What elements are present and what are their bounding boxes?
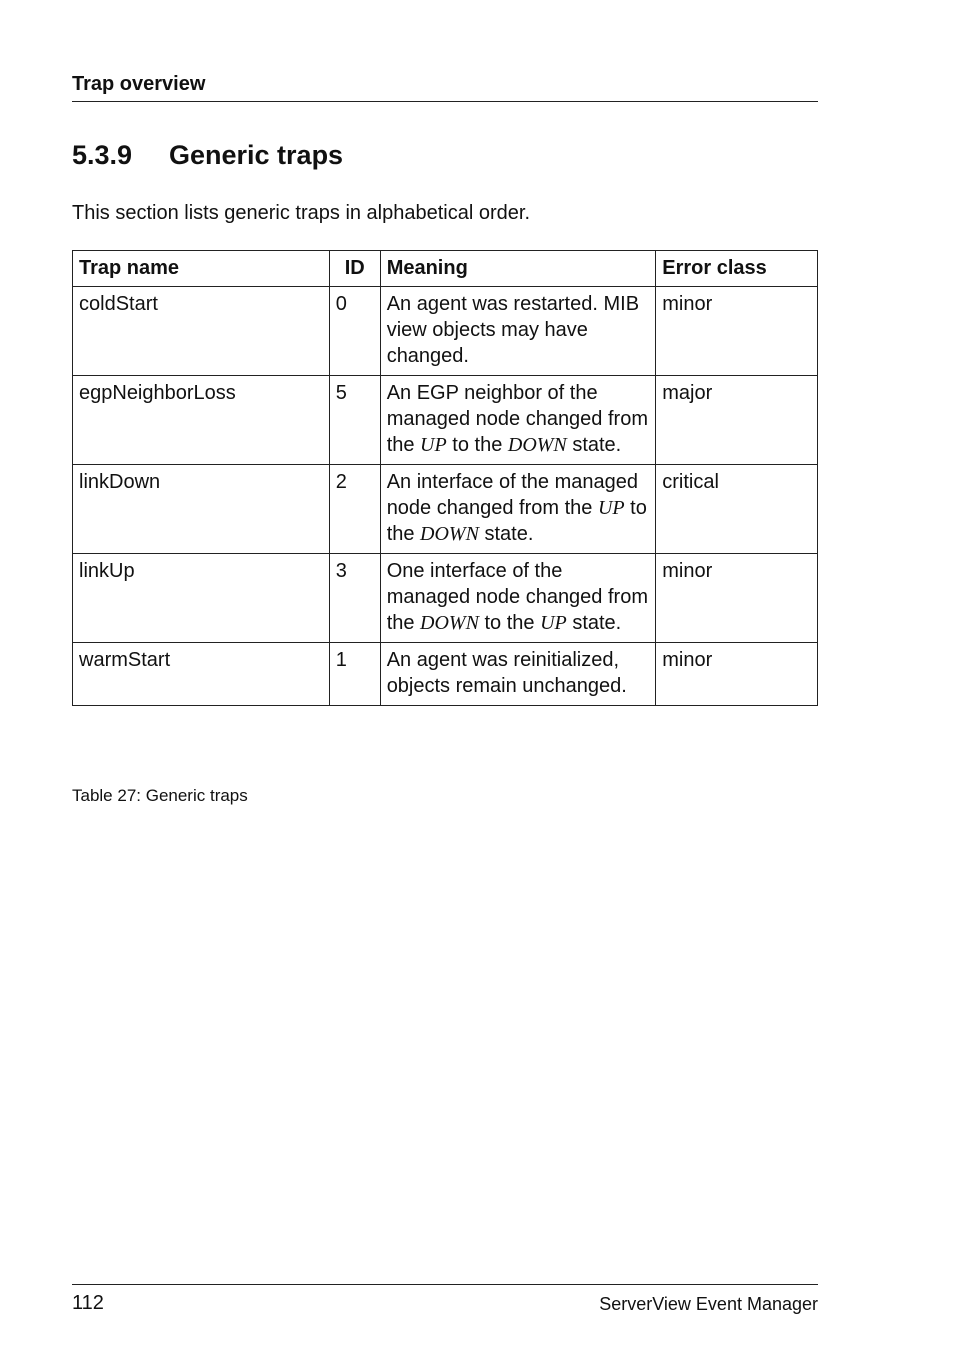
cell-id: 5 xyxy=(329,376,380,465)
meaning-text: One interface of the managed node changed from the xyxy=(386,560,648,634)
table-row xyxy=(73,287,818,376)
meaning-text: state. xyxy=(478,523,534,545)
header-id: ID xyxy=(329,251,380,287)
meaning-text: An agent was reinitialized, objects remain unchanged. xyxy=(386,649,627,697)
cell-trap-name: egpNeighborLoss xyxy=(73,376,330,465)
state-keyword: DOWN xyxy=(420,612,479,634)
cell-error-class: minor xyxy=(656,287,818,376)
section-heading xyxy=(72,138,343,172)
table-row xyxy=(73,554,818,643)
state-keyword: UP xyxy=(540,612,567,634)
cell-id: 0 xyxy=(329,287,380,376)
cell-id: 1 xyxy=(329,643,380,706)
running-header xyxy=(72,72,818,102)
meaning-text: An interface of the managed node changed from the xyxy=(386,471,638,519)
meaning-text: An EGP neighbor of the managed node changed from the xyxy=(386,382,648,456)
intro-paragraph: This section lists generic traps in alphabetical order. xyxy=(72,202,531,224)
meaning-text: to the xyxy=(478,612,541,634)
generic-traps-table xyxy=(72,250,818,706)
cell-id: 2 xyxy=(329,465,380,554)
cell-error-class: critical xyxy=(656,465,818,554)
cell-error-class: minor xyxy=(656,643,818,706)
running-header-title: Trap overview xyxy=(72,73,206,95)
cell-trap-name: linkUp xyxy=(73,554,330,643)
state-keyword: DOWN xyxy=(420,523,479,545)
cell-meaning xyxy=(380,554,656,643)
cell-id: 3 xyxy=(329,554,380,643)
header-meaning: Meaning xyxy=(380,251,656,287)
document-title: ServerView Event Manager xyxy=(599,1294,818,1314)
table-header-row xyxy=(73,251,818,287)
header-trap-name: Trap name xyxy=(73,251,330,287)
page-number: 112 xyxy=(72,1292,104,1314)
meaning-text: to the xyxy=(386,497,647,545)
cell-meaning xyxy=(380,465,656,554)
cell-meaning xyxy=(380,643,656,706)
cell-error-class: minor xyxy=(656,554,818,643)
state-keyword: UP xyxy=(597,497,625,519)
header-error-class: Error class xyxy=(656,251,818,287)
cell-trap-name: linkDown xyxy=(73,465,330,554)
meaning-text: state. xyxy=(566,434,622,456)
table-body xyxy=(73,287,818,706)
state-keyword: DOWN xyxy=(507,434,567,456)
section-number: 5.3.9 xyxy=(72,140,133,170)
section-title: Generic traps xyxy=(169,140,344,170)
page-footer xyxy=(72,1284,818,1314)
table-row xyxy=(73,376,818,465)
state-keyword: UP xyxy=(420,434,447,456)
cell-error-class: major xyxy=(656,376,818,465)
cell-trap-name: coldStart xyxy=(73,287,330,376)
meaning-text: state. xyxy=(566,612,622,634)
table-row xyxy=(73,643,818,706)
meaning-text: An agent was restarted. MIB view objects may have changed. xyxy=(386,293,640,367)
table-caption: Table 27: Generic traps xyxy=(72,786,248,805)
cell-trap-name: warmStart xyxy=(73,643,330,706)
cell-meaning xyxy=(380,287,656,376)
table-row xyxy=(73,465,818,554)
meaning-text: to the xyxy=(446,434,508,456)
cell-meaning xyxy=(380,376,656,465)
